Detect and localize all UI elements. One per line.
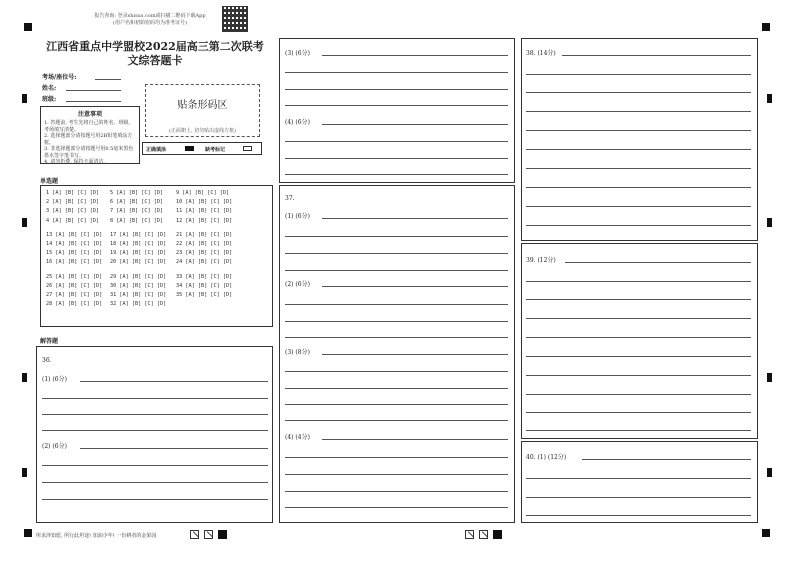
answer-line[interactable]	[285, 371, 508, 372]
q-part4-label: (4) (6分)	[285, 119, 310, 126]
corner-mark	[762, 23, 770, 31]
page-mark-filled	[218, 530, 227, 539]
answer-line[interactable]	[322, 124, 508, 125]
page-mark-filled	[493, 530, 502, 539]
answer-line[interactable]	[285, 321, 508, 322]
answer-line[interactable]	[285, 304, 508, 305]
answer-line[interactable]	[285, 474, 508, 475]
mc-question-row[interactable]: 8 [A] [B] [C] [D]	[110, 217, 164, 224]
mc-section-title: 单选题	[40, 178, 59, 185]
answer-line[interactable]	[285, 174, 508, 175]
mc-question-row[interactable]: 29 [A] [B] [C] [D]	[110, 273, 167, 280]
answer-line[interactable]	[526, 412, 751, 413]
answer-line[interactable]	[285, 388, 508, 389]
answer-line[interactable]	[322, 55, 508, 56]
answer-line[interactable]	[582, 459, 751, 460]
mc-question-row[interactable]: 9 [A] [B] [C] [D]	[176, 190, 230, 196]
class-field[interactable]	[66, 101, 121, 102]
qr-code	[222, 6, 248, 32]
corner-mark	[24, 529, 32, 537]
mc-question-row[interactable]: 27 [A] [B] [C] [D]	[46, 292, 103, 298]
answer-line[interactable]	[526, 337, 751, 338]
timing-mark	[22, 94, 27, 103]
barcode-area	[145, 84, 260, 137]
mc-question-row[interactable]: 16 [A] [B] [C] [D]	[46, 259, 103, 266]
q37-part2-label: (2) (6分)	[285, 281, 310, 288]
timing-mark	[767, 94, 772, 103]
answer-line[interactable]	[322, 218, 508, 219]
timing-mark	[767, 468, 772, 477]
answer-line[interactable]	[285, 236, 508, 237]
answer-line[interactable]	[526, 515, 751, 516]
correct-fill-label: 正确填涂	[146, 147, 167, 153]
timing-mark	[22, 468, 27, 477]
mc-question-row[interactable]: 4 [A] [B] [C] [D]	[46, 217, 100, 224]
answer-line[interactable]	[526, 356, 751, 357]
mc-question-row[interactable]: 14 [A] [B] [C] [D]	[46, 241, 103, 247]
barcode-label: 贴条形码区	[177, 100, 228, 111]
answer-line[interactable]	[285, 507, 508, 508]
answer-line[interactable]	[42, 465, 268, 466]
notice-item: 3. 非选择题部分请按题号用0.5毫米黑色墨水签字笔书写。	[44, 146, 134, 159]
q39-label: 39. (12分)	[526, 257, 556, 264]
mc-question-row[interactable]: 1 [A] [B] [C] [D]	[46, 190, 100, 196]
answer-line[interactable]	[526, 318, 751, 319]
answer-box-36	[36, 346, 273, 523]
mc-question-row[interactable]: 10 [A] [B] [C] [D]	[176, 199, 233, 206]
answer-line[interactable]	[526, 111, 751, 112]
answer-line[interactable]	[285, 457, 508, 458]
answer-line[interactable]	[42, 430, 268, 431]
answer-line[interactable]	[526, 187, 751, 188]
answer-line[interactable]	[285, 491, 508, 492]
timing-mark	[22, 373, 27, 382]
answer-line[interactable]	[322, 439, 508, 440]
download-note-2: (用户名和初始密码均为准考证号)	[113, 20, 187, 26]
page-mark-box	[465, 530, 474, 539]
corner-mark	[24, 23, 32, 31]
q38-label: 38. (14分)	[526, 50, 556, 57]
name-label: 姓名:	[42, 85, 57, 92]
mc-question-row[interactable]: 3 [A] [B] [C] [D]	[46, 208, 100, 215]
mc-question-row[interactable]: 31 [A] [B] [C] [D]	[110, 292, 167, 298]
answer-line[interactable]	[526, 168, 751, 169]
absent-mark-label: 缺考标记	[205, 147, 226, 153]
answer-line[interactable]	[526, 430, 751, 431]
mc-question-row[interactable]: 18 [A] [B] [C] [D]	[110, 241, 167, 247]
answer-line[interactable]	[42, 414, 268, 415]
q37-part3-label: (3) (8分)	[285, 349, 310, 356]
answer-line[interactable]	[526, 130, 751, 131]
answer-line[interactable]	[285, 404, 508, 405]
corner-mark	[762, 529, 770, 537]
answer-line[interactable]	[285, 105, 508, 106]
answer-line[interactable]	[526, 375, 751, 376]
mc-question-row[interactable]: 6 [A] [B] [C] [D]	[110, 199, 164, 206]
answer-line[interactable]	[526, 92, 751, 93]
answer-section-title: 解答题	[40, 338, 59, 345]
card-subtitle: 文综答题卡	[127, 54, 183, 67]
barcode-note: (正面朝上, 切勿贴出虚线方框)	[168, 128, 237, 134]
answer-line[interactable]	[526, 497, 751, 498]
answer-line[interactable]	[285, 253, 508, 254]
mc-question-row[interactable]: 15 [A] [B] [C] [D]	[46, 250, 103, 257]
answer-line[interactable]	[562, 55, 751, 56]
exam-room-field[interactable]	[95, 79, 121, 80]
mc-question-row[interactable]: 21 [A] [B] [C] [D]	[176, 231, 233, 238]
answer-line[interactable]	[526, 74, 751, 75]
answer-line[interactable]	[322, 354, 508, 355]
q36-label: 36.	[42, 357, 52, 364]
notice-item: 2. 选择题部分请按题号用2B铅笔填涂方框。	[44, 133, 133, 146]
answer-line[interactable]	[565, 262, 751, 263]
answer-line[interactable]	[526, 206, 751, 207]
q37-part1-label: (1) (6分)	[285, 213, 310, 220]
mc-question-row[interactable]: 12 [A] [B] [C] [D]	[176, 217, 233, 224]
answer-line[interactable]	[322, 286, 508, 287]
answer-line[interactable]	[526, 225, 751, 226]
answer-line[interactable]	[526, 394, 751, 395]
correct-fill-sample	[185, 146, 194, 151]
answer-box-39	[521, 243, 758, 439]
mc-question-row[interactable]: 2 [A] [B] [C] [D]	[46, 199, 100, 206]
name-field[interactable]	[66, 90, 121, 91]
absent-mark-checkbox[interactable]	[243, 146, 252, 151]
answer-line[interactable]	[42, 499, 268, 500]
answer-line[interactable]	[526, 299, 751, 300]
notice-item: 1. 答题前, 考生先将自己的姓名、班级、考场填写清楚。	[44, 120, 134, 133]
answer-line[interactable]	[285, 89, 508, 90]
timing-mark	[767, 373, 772, 382]
mc-question-row[interactable]: 32 [A] [B] [C] [D]	[110, 301, 167, 308]
notice-box	[40, 106, 140, 164]
answer-box-38	[521, 38, 758, 241]
mc-question-row[interactable]: 25 [A] [B] [C] [D]	[46, 273, 103, 280]
q40-label: 40. (1) (12分)	[526, 454, 567, 461]
timing-mark	[767, 218, 772, 227]
mc-question-row[interactable]: 20 [A] [B] [C] [D]	[110, 259, 167, 266]
mc-question-row[interactable]: 30 [A] [B] [C] [D]	[110, 282, 167, 289]
q37-label: 37.	[285, 195, 295, 202]
q36-part1-label: (1) (6分)	[42, 376, 67, 383]
answer-line[interactable]	[526, 149, 751, 150]
q36-part2-label: (2) (6分)	[42, 443, 67, 450]
mc-question-row[interactable]: 11 [A] [B] [C] [D]	[176, 208, 233, 215]
answer-line[interactable]	[285, 72, 508, 73]
answer-line[interactable]	[80, 448, 268, 449]
mc-question-row[interactable]: 22 [A] [B] [C] [D]	[176, 241, 233, 247]
mc-question-row[interactable]: 26 [A] [B] [C] [D]	[46, 282, 103, 289]
notice-item: 4. 请勿折叠, 保持卡面清洁。	[44, 159, 109, 165]
answer-line[interactable]	[285, 141, 508, 142]
q37-part4-label: (4) (4分)	[285, 434, 310, 441]
page-mark-box	[479, 530, 488, 539]
answer-line[interactable]	[285, 270, 508, 271]
answer-line[interactable]	[42, 398, 268, 399]
notice-title: 注意事项	[77, 111, 102, 118]
fill-example-box	[142, 142, 262, 155]
download-note: 报告查询: 登录shisus.com或扫描二维码下载App	[94, 13, 206, 19]
footer-text: 所求涉知愿, 所行此坦途! 加油少年! 一份耕者的金果园	[36, 533, 157, 539]
answer-box-35-cont	[279, 38, 515, 183]
mc-question-row[interactable]: 13 [A] [B] [C] [D]	[46, 231, 103, 238]
mc-question-row[interactable]: 35 [A] [B] [C] [D]	[176, 292, 233, 298]
mc-question-row[interactable]: 33 [A] [B] [C] [D]	[176, 273, 233, 280]
card-title: 江西省重点中学盟校2022届高三第二次联考	[46, 40, 264, 53]
class-label: 班级:	[42, 96, 57, 103]
exam-room-label: 考场/座位号:	[42, 74, 77, 81]
answer-line[interactable]	[285, 337, 508, 338]
q-part3-label: (3) (6分)	[285, 50, 310, 57]
page-mark-box	[190, 530, 199, 539]
answer-line[interactable]	[526, 478, 751, 479]
answer-line[interactable]	[526, 281, 751, 282]
mc-question-row[interactable]: 17 [A] [B] [C] [D]	[110, 231, 167, 238]
answer-line[interactable]	[80, 381, 268, 382]
timing-mark	[22, 218, 27, 227]
mc-question-row[interactable]: 34 [A] [B] [C] [D]	[176, 282, 233, 289]
mc-question-row[interactable]: 5 [A] [B] [C] [D]	[110, 190, 164, 196]
mc-question-row[interactable]: 28 [A] [B] [C] [D]	[46, 301, 103, 308]
mc-question-row[interactable]: 7 [A] [B] [C] [D]	[110, 208, 164, 215]
mc-question-row[interactable]: 19 [A] [B] [C] [D]	[110, 250, 167, 257]
answer-line[interactable]	[42, 482, 268, 483]
answer-line[interactable]	[285, 158, 508, 159]
mc-question-row[interactable]: 23 [A] [B] [C] [D]	[176, 250, 233, 257]
answer-line[interactable]	[285, 420, 508, 421]
mc-question-row[interactable]: 24 [A] [B] [C] [D]	[176, 259, 233, 266]
page-mark-box	[204, 530, 213, 539]
